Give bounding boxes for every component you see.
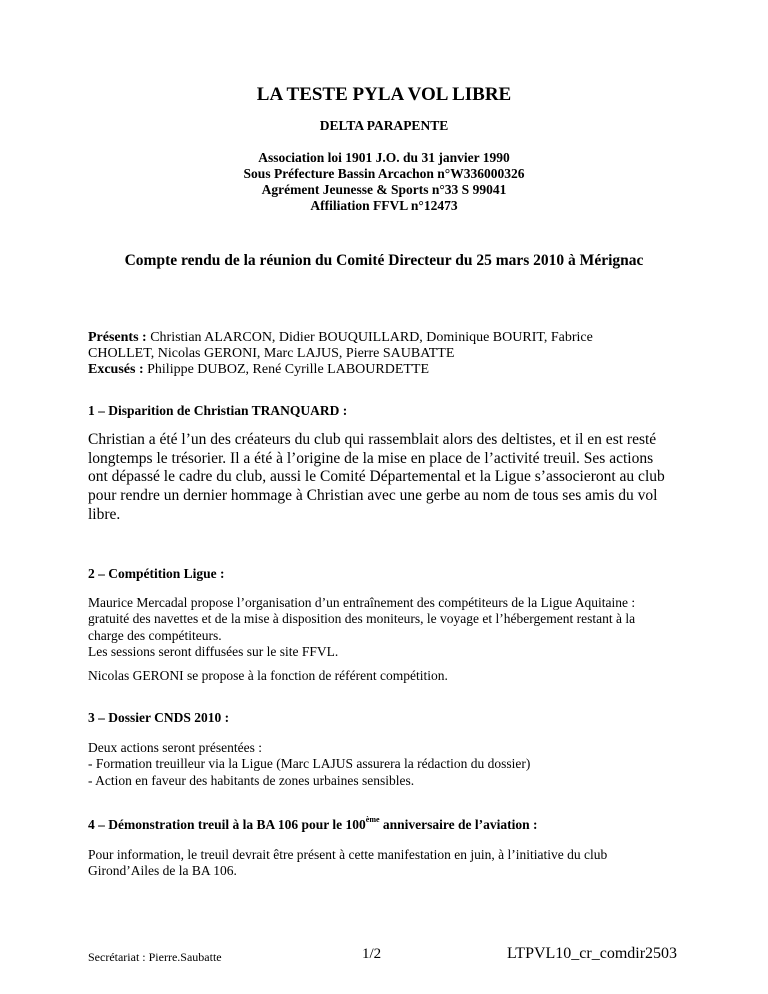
section-3-line: - Formation treuilleur via la Ligue (Marc LAJUS assurera la rédaction du dossier) — [88, 756, 531, 772]
report-title: Compte rendu de la réunion du Comité Directeur du 25 mars 2010 à Mérignac — [124, 252, 644, 269]
present-line-1 — [88, 330, 688, 346]
section-4-heading-sup: ème — [365, 815, 380, 824]
section-2-line: gratuité des navettes et de la mise à disposition des moniteurs, le voyage et l’hébergement restant à la — [88, 611, 636, 627]
section-1-line: libre. — [88, 505, 121, 523]
present-line-2: CHOLLET, Nicolas GERONI, Marc LAJUS, Pierre SAUBATTE — [88, 346, 455, 361]
excused-line — [88, 362, 688, 378]
footer-reference: LTPVL10_cr_comdir2503 — [507, 945, 678, 962]
footer-page-number: 1/2 — [362, 946, 382, 962]
section-2-line: Les sessions seront diffusées sur le site FFVL. — [88, 643, 339, 659]
section-4-line: Girond’Ailes de la BA 106. — [88, 863, 237, 879]
excused-label: Excusés : — [88, 362, 144, 377]
present-names: Christian ALARCON, Didier BOUQUILLARD, Dominique BOURIT, Fabrice — [146, 330, 593, 345]
section-1-heading: 1 – Disparition de Christian TRANQUARD : — [88, 403, 348, 418]
section-3-line: - Action en faveur des habitants de zones urbaines sensibles. — [88, 772, 415, 788]
association-line: Association loi 1901 J.O. du 31 janvier 1990 — [258, 150, 510, 165]
club-subtitle: DELTA PARAPENTE — [319, 118, 449, 133]
section-4-heading-end: anniversaire de l’aviation : — [379, 817, 538, 832]
attendance-block — [88, 330, 688, 378]
section-1-line: pour rendre un dernier hommage à Christian avec une gerbe au nom de tous ses amis du vol — [88, 487, 658, 505]
present-label: Présents : — [88, 330, 147, 345]
section-4-heading-start: 4 – Démonstration treuil à la BA 106 pour le 100 — [88, 817, 366, 832]
section-2-line: charge des compétiteurs. — [88, 627, 222, 643]
section-3-line: Deux actions seront présentées : — [88, 740, 262, 755]
section-3-heading: 3 – Dossier CNDS 2010 : — [88, 710, 230, 725]
section-1-line: ont dépassé le cadre du club, aussi le Comité Départemental et la Ligue s’associeront au club — [88, 468, 665, 486]
association-info — [0, 150, 768, 214]
section-2-line: Maurice Mercadal propose l’organisation d’un entraînement des compétiteurs de la Ligue Aquitaine : — [88, 595, 636, 610]
association-line: Sous Préfecture Bassin Arcachon n°W336000326 — [243, 166, 525, 181]
section-1-line: Christian a été l’un des créateurs du club qui rassemblait alors des deltistes, et il en est resté — [88, 431, 657, 448]
section-2-heading: 2 – Compétition Ligue : — [88, 566, 225, 581]
section-2-body — [88, 595, 688, 660]
section-3-body — [88, 740, 688, 789]
section-1-line: longtemps le trésorier. Il a été à l’origine de la mise en place de l’activité treuil. Ses actions — [88, 449, 654, 467]
section-4-line: Pour information, le treuil devrait être présent à cette manifestation en juin, à l’initiative du club — [88, 847, 608, 862]
section-2-extra: Nicolas GERONI se propose à la fonction de référent compétition. — [88, 668, 448, 683]
section-4-heading — [88, 817, 708, 833]
footer-secretariat: Secrétariat : Pierre.Saubatte — [88, 950, 222, 964]
club-title: LA TESTE PYLA VOL LIBRE — [256, 84, 512, 105]
section-4-body — [88, 847, 688, 880]
association-line: Agrément Jeunesse & Sports n°33 S 99041 — [261, 182, 507, 197]
section-1-body — [88, 431, 684, 525]
excused-names: Philippe DUBOZ, René Cyrille LABOURDETTE — [143, 362, 430, 377]
association-line: Affiliation FFVL n°12473 — [310, 198, 458, 213]
